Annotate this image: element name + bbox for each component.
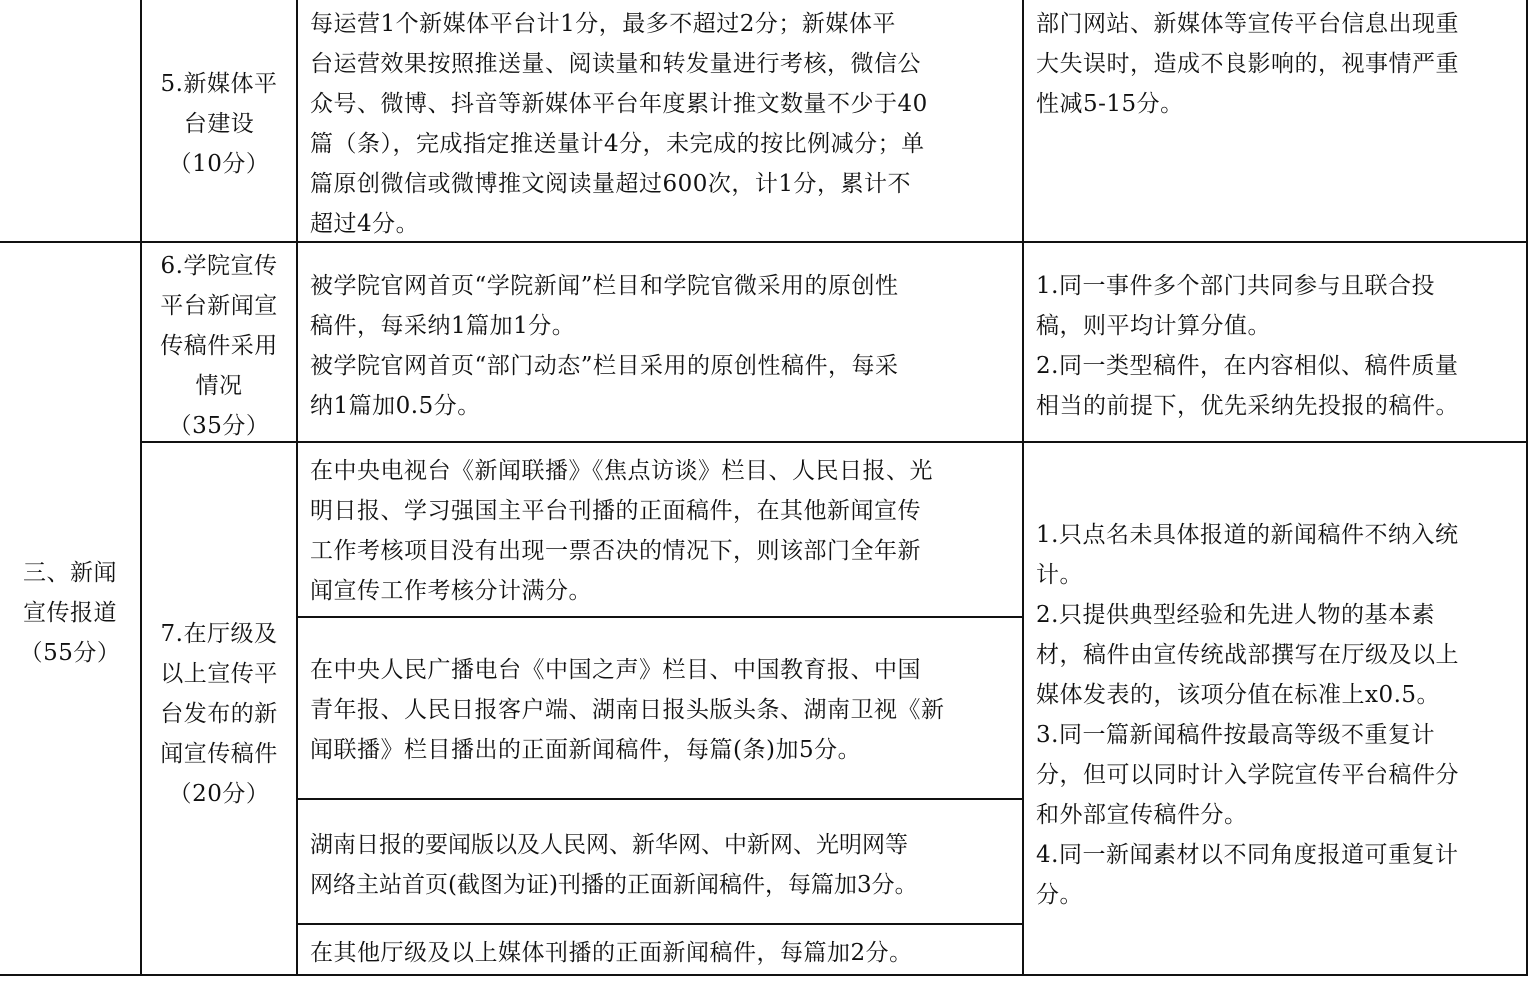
table-border-h [296,616,1024,618]
table-border-h [140,441,1528,443]
table-border-h [0,974,1528,976]
criteria-cell-cnr-media: 在中央人民广播电台《中国之声》栏目、中国教育报、中国 青年报、人民日报客户端、湖南日报头版头条、湖南卫视《新 闻联播》栏目播出的正面新闻稿件，每篇(条)加5分。 [310,657,945,763]
criteria-cell-college-platform-1: 被学院官网首页“学院新闻”栏目和学院官微采用的原创性 稿件，每采纳1篇加1分。 [310,273,899,339]
table-border-h [296,923,1024,925]
table-border-v [1022,0,1024,976]
table-border-v [1526,0,1528,976]
table-border-h [296,798,1024,800]
category-cell: 三、新闻 宣传报道 （55分） [19,560,121,666]
item-cell-new-media: 5.新媒体平 台建设 （10分） [160,71,278,177]
notes-cell-college-platform: 1.同一事件多个部门共同参与且联合投 稿，则平均计算分值。 2.同一类型稿件，在内容相似、稿件质量 相当的前提下，优先采纳先投报的稿件。 [1036,273,1459,419]
criteria-cell-other-media: 在其他厅级及以上媒体刊播的正面新闻稿件，每篇加2分。 [310,940,913,966]
notes-cell-provincial-media: 1.只点名未具体报道的新闻稿件不纳入统 计。 2.只提供典型经验和先进人物的基本素 材，稿件由宣传统战部撰写在厅级及以上 媒体发表的，该项分值在标准上x0.5。 3.同一篇新闻稿件按最高等级不重复计 分，但可以同时计入学院宣传平台稿件分 和外部宣传稿件分。 4.同一新闻素材以不同角度报道可重复计 分。 [1036,522,1459,908]
item-cell-provincial-media: 7.在厅级及 以上宣传平 台发布的新 闻宣传稿件 （20分） [160,621,278,807]
notes-cell-new-media: 部门网站、新媒体等宣传平台信息出现重 大失误时，造成不良影响的，视事情严重 性减5-15分。 [1036,11,1459,117]
criteria-cell-web-media: 湖南日报的要闻版以及人民网、新华网、中新网、光明网等 网络主站首页(截图为证)刊播的正面新闻稿件，每篇加3分。 [310,832,918,898]
criteria-cell-college-platform-2: 被学院官网首页“部门动态”栏目采用的原创性稿件，每采 纳1篇加0.5分。 [310,353,899,419]
item-cell-college-platform: 6.学院宣传 平台新闻宣 传稿件采用 情况 （35分） [160,253,278,439]
table-border-v [296,0,298,976]
criteria-cell-new-media: 每运营1个新媒体平台计1分，最多不超过2分；新媒体平 台运营效果按照推送量、阅读量和转发量进行考核，微信公 众号、微博、抖音等新媒体平台年度累计推文数量不少于40 篇（条），完成指定推送量计4分，未完成的按比例减分；单 篇原创微信或微博推文阅读量超过600次，计1分，累计不 超过4分。 [310,11,928,237]
criteria-cell-national-media: 在中央电视台《新闻联播》《焦点访谈》栏目、人民日报、光 明日报、学习强国主平台刊播的正面稿件，在其他新闻宣传 工作考核项目没有出现一票否决的情况下，则该部门全年新 闻宣传工作考核分计满分。 [310,458,933,604]
